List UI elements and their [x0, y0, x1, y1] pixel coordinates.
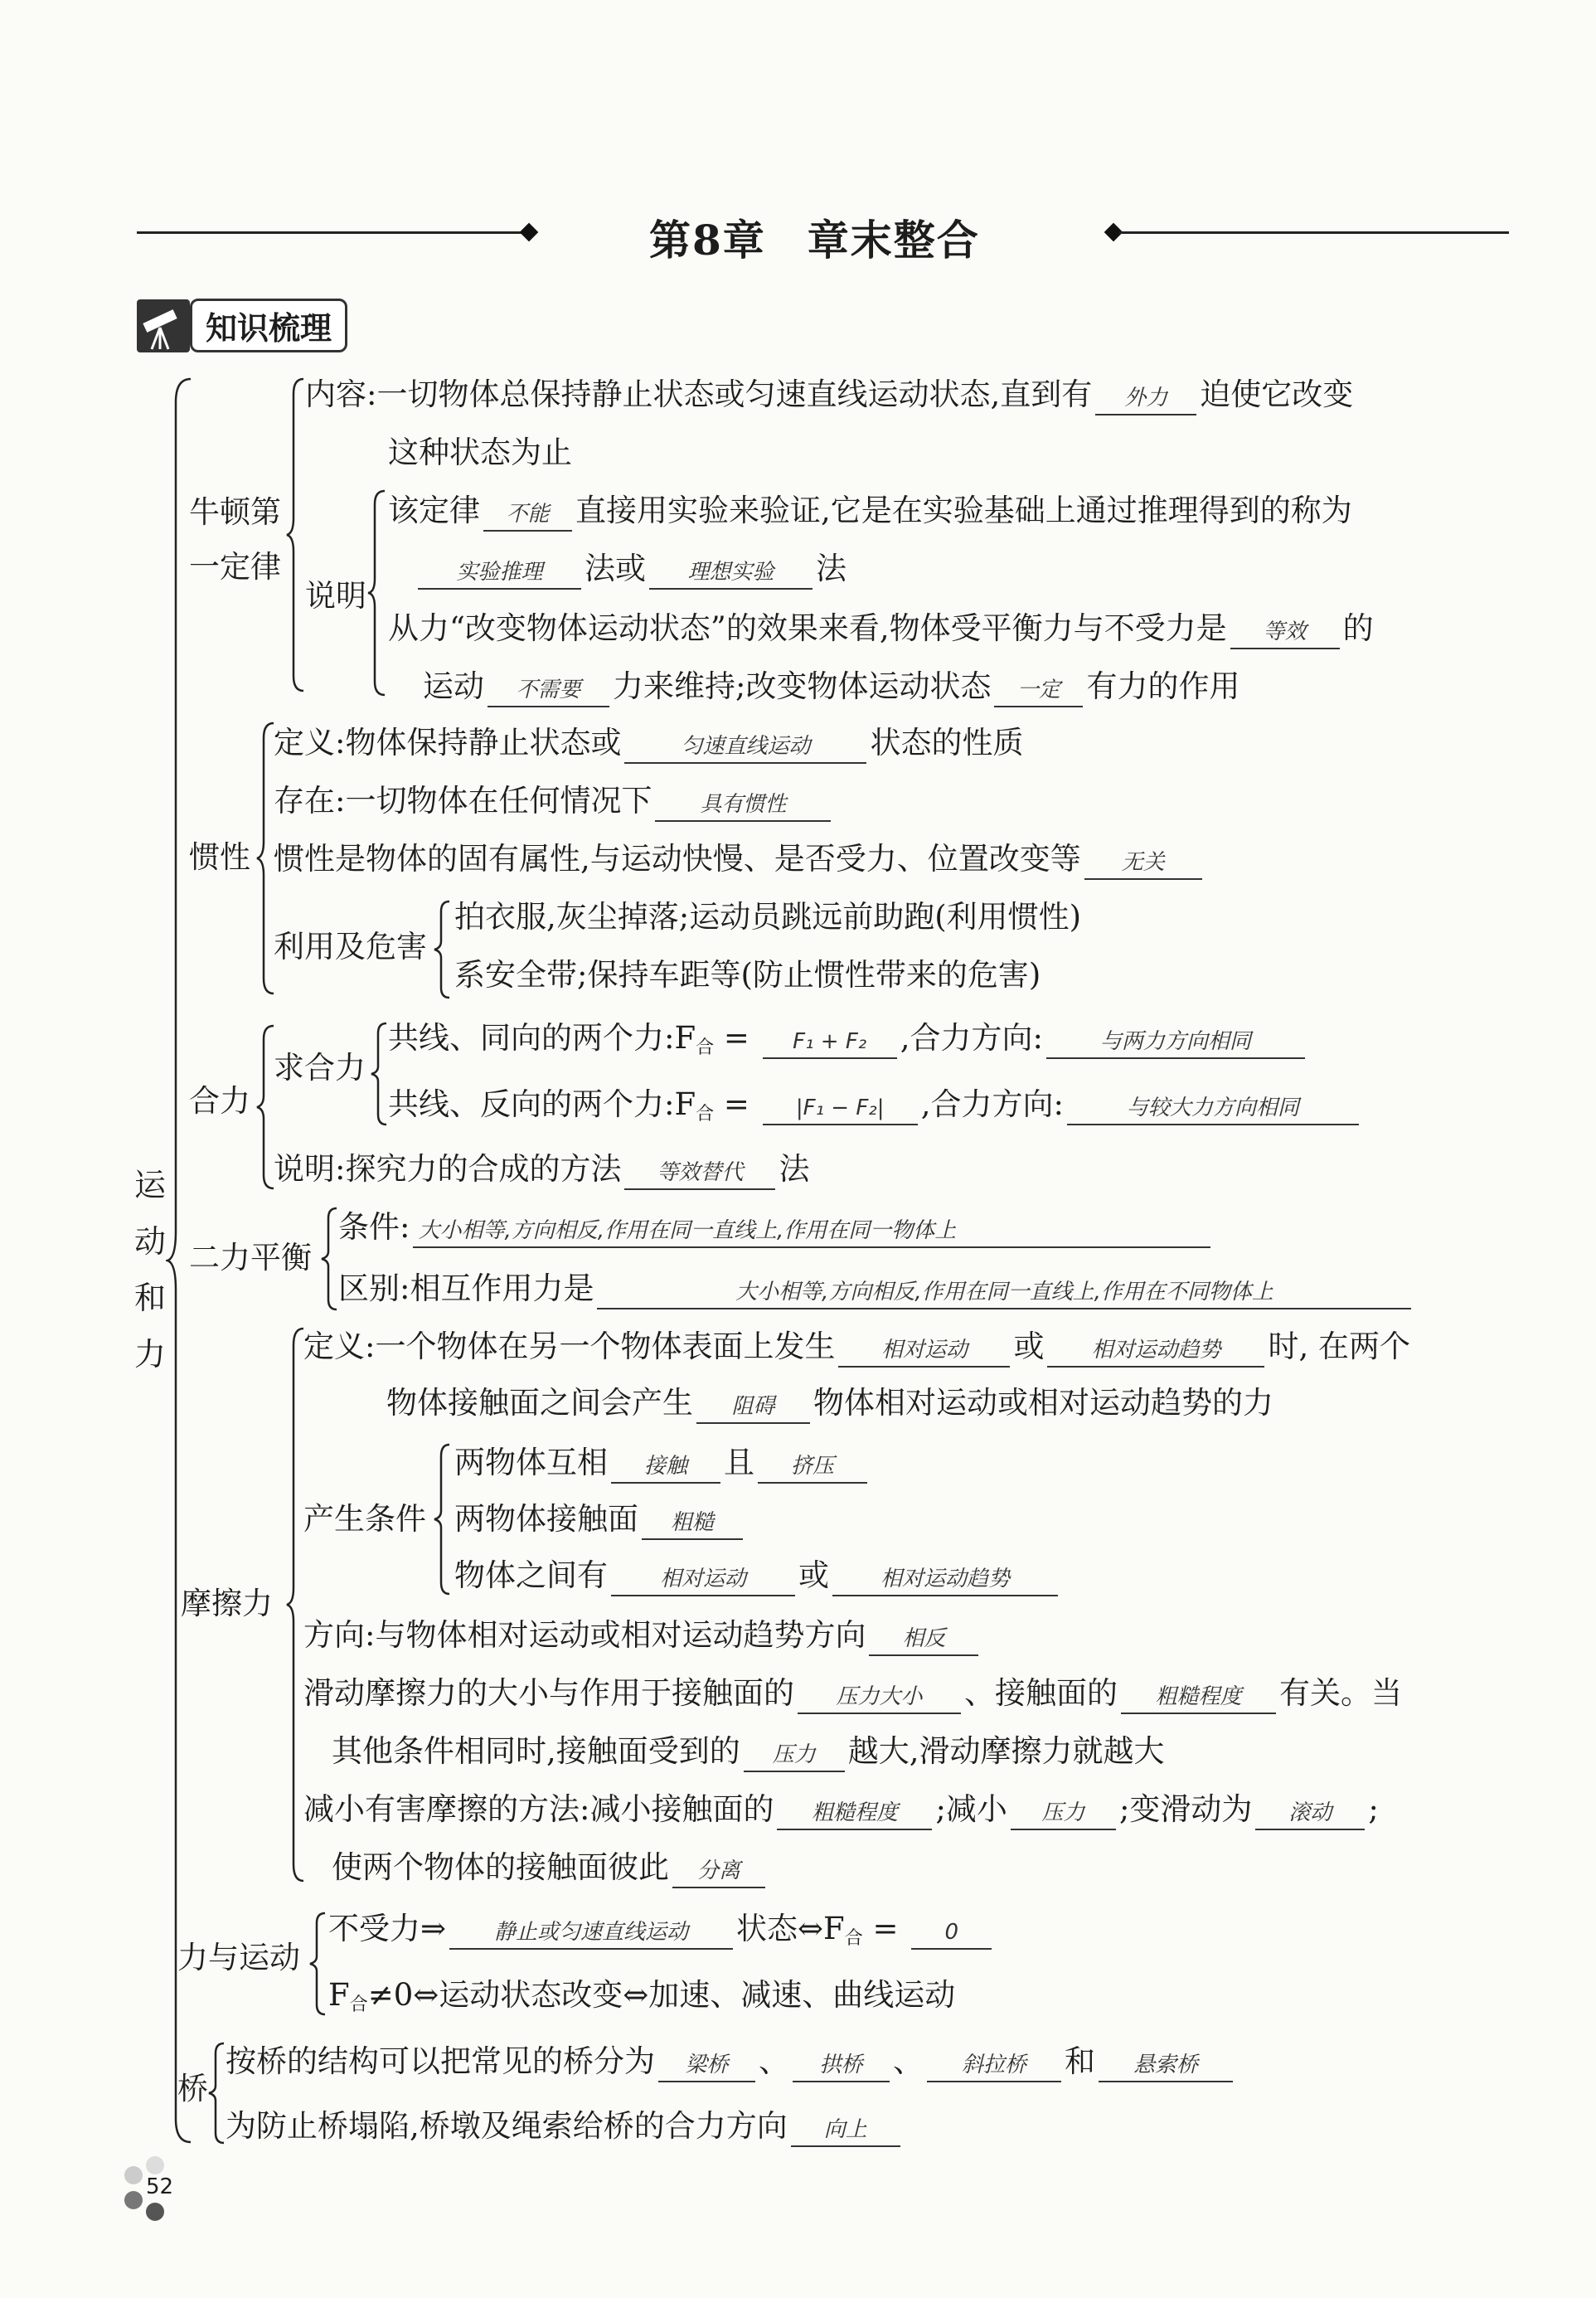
newton-explain-1: 该定律 不能 直接用实验来验证,它是在实验基础上通过推理得到的称为 — [388, 491, 1352, 532]
page-ornament — [146, 2203, 164, 2221]
answer-blank: 分离 — [672, 1855, 765, 1888]
answer-blank: 压力 — [1011, 1797, 1116, 1830]
answer-blank: 大小相等,方向相反,作用在同一直线上,作用在同一物体上 — [413, 1215, 1210, 1248]
answer-blank: 滚动 — [1255, 1797, 1365, 1830]
resultant-label: 合力 — [189, 1083, 250, 1119]
answer-blank: 粗糙程度 — [1121, 1681, 1276, 1714]
balance-condition: 条件: 大小相等,方向相反,作用在同一直线上,作用在同一物体上 — [338, 1207, 1214, 1248]
answer-blank: 斜拉桥 — [927, 2049, 1061, 2082]
answer-blank: 挤压 — [758, 1450, 867, 1484]
page-ornament — [124, 2191, 143, 2209]
page-number: 52 — [146, 2174, 174, 2199]
answer-blank: 相反 — [869, 1623, 978, 1656]
resultant-opposite-direction: 共线、反向的两个力$:F_合 = |F_1 - F_2|$ ,合力方向: 与较大力方向相同 — [388, 1085, 1362, 1134]
inertia-use-label: 利用及危害 — [274, 929, 427, 964]
header-rule-left — [137, 231, 522, 234]
friction-def-1: 定义:一个物体在另一个物体表面上发生 相对运动 或 相对运动趋势 时, 在两个 — [303, 1327, 1410, 1368]
answer-blank: 不能 — [483, 498, 572, 532]
newton-content-cont: 这种状态为止 — [388, 435, 572, 470]
answer-blank: 匀速直线运动 — [624, 731, 866, 764]
answer-blank: 接触 — [611, 1450, 720, 1484]
friction-reduce-1: 减小有害摩擦的方法:减小接触面的 粗糙程度 ;减小 压力 ;变滑动为 滚动 ; — [303, 1790, 1379, 1830]
answer-blank: 与较大力方向相同 — [1067, 1092, 1359, 1125]
resultant-same-direction: 共线、同向的两个力$:F_合 = F_1 + F_2$ ,合力方向: 与两力方向相同 — [388, 1018, 1308, 1068]
answer-blank: 粗糙程度 — [777, 1797, 932, 1830]
inertia-use-1: 拍衣服,灰尘掉落;运动员跳远前助跑(利用惯性) — [454, 899, 1082, 935]
friction-sliding-2: 其他条件相同时,接触面受到的 压力 越大,滑动摩擦力就越大 — [332, 1732, 1165, 1772]
answer-blank: 外力 — [1095, 382, 1196, 415]
balance-brace — [318, 1207, 340, 1311]
force-motion-label: 力与运动 — [177, 1940, 300, 1975]
friction-cond-label: 产生条件 — [303, 1501, 426, 1537]
newton-brace — [284, 377, 308, 692]
answer-blank: 压力大小 — [798, 1681, 961, 1714]
answer-blank: 相对运动趋势 — [832, 1563, 1058, 1596]
page-ornament — [124, 2166, 143, 2184]
answer-blank: 实验推理 — [418, 556, 581, 590]
balance-difference: 区别:相互作用力是 大小相等,方向相反,作用在同一直线上,作用在不同物体上 — [338, 1269, 1414, 1309]
force-motion-2: $F_合\ne 0\Leftrightarrow$运动状态改变⇔加速、减速、曲线运动 — [328, 1977, 956, 2015]
chapter-title — [649, 207, 980, 267]
answer-blank: 相对运动 — [838, 1334, 1010, 1368]
newton-content: 内容:一切物体总保持静止状态或匀速直线运动状态,直到有 外力 迫使它改变 — [305, 375, 1353, 415]
bridge-label: 桥 — [177, 2071, 208, 2106]
answer-blank: 梁桥 — [658, 2049, 755, 2082]
friction-cond-2: 两物体接触面 粗糙 — [454, 1499, 746, 1540]
answer-blank: F₁ + F₂ — [763, 1026, 897, 1059]
friction-cond-1: 两物体互相 接触 且 挤压 — [454, 1443, 871, 1484]
answer-blank: 0 — [911, 1917, 992, 1950]
answer-blank: 压力 — [744, 1739, 845, 1772]
answer-blank: 一定 — [994, 674, 1083, 707]
inertia-use-brace — [431, 900, 453, 999]
answer-blank: 拱桥 — [793, 2049, 890, 2082]
header-diamond-left — [520, 223, 539, 242]
newton-explain-1b: 实验推理 法或 理想实验 法 — [415, 549, 847, 590]
answer-blank: 无关 — [1084, 847, 1202, 880]
answer-blank: 相对运动趋势 — [1047, 1334, 1264, 1368]
answer-blank: 与两力方向相同 — [1046, 1026, 1305, 1059]
answer-blank: 具有惯性 — [655, 789, 831, 822]
friction-def-2: 物体接触面之间会产生 阻碍 物体相对运动或相对运动趋势的力 — [386, 1383, 1273, 1424]
newton-explain-2b: 运动 不需要 力来维持;改变物体运动状态 一定 有力的作用 — [423, 667, 1239, 707]
answer-blank: 相对运动 — [611, 1563, 795, 1596]
resultant-find-label: 求合力 — [274, 1050, 366, 1086]
chapter-number: 第8章 — [649, 216, 766, 265]
force-motion-brace — [307, 1912, 328, 2016]
friction-direction: 方向:与物体相对运动或相对运动趋势方向 相反 — [303, 1615, 982, 1656]
inertia-use-2: 系安全带;保持车距等(防止惯性带来的危害) — [454, 957, 1041, 993]
friction-sliding-1: 滑动摩擦力的大小与作用于接触面的 压力大小 、接触面的 粗糙程度 有关。当 — [303, 1674, 1402, 1714]
answer-blank: 粗糙 — [642, 1507, 743, 1540]
answer-blank: 静止或匀速直线运动 — [449, 1917, 733, 1950]
resultant-find-brace — [368, 1022, 390, 1126]
chapter-name: 章末整合 — [807, 216, 980, 265]
section-badge-label: 知识梳理 — [190, 299, 347, 352]
answer-blank: 理想实验 — [649, 556, 813, 590]
bridge-types: 按桥的结构可以把常见的桥分为 梁桥 、 拱桥 、 斜拉桥 和 悬索桥 — [226, 2042, 1236, 2082]
friction-label: 摩擦力 — [181, 1586, 273, 1621]
bridge-force-direction: 为防止桥塌陷,桥墩及绳索给桥的合力方向 向上 — [226, 2106, 904, 2147]
inertia-def: 定义:物体保持静止状态或 匀速直线运动 状态的性质 — [274, 723, 1023, 764]
page-ornament — [146, 2156, 164, 2174]
root-label: 运 动 和 力 — [134, 1167, 167, 1372]
friction-reduce-2: 使两个物体的接触面彼此 分离 — [332, 1848, 769, 1888]
header-rule-right — [1119, 231, 1509, 234]
answer-blank: 大小相等,方向相反,作用在同一直线上,作用在不同物体上 — [597, 1276, 1411, 1309]
answer-blank: |F₁ − F₂| — [763, 1092, 918, 1125]
friction-cond-brace — [431, 1443, 453, 1596]
section-badge — [137, 299, 347, 352]
answer-blank: 不需要 — [488, 674, 609, 707]
newton-explain-brace — [365, 489, 390, 697]
answer-blank: 等效替代 — [624, 1157, 775, 1190]
newton-label: 牛顿第 一定律 — [189, 494, 281, 585]
answer-blank: 向上 — [791, 2114, 900, 2147]
bridge-brace — [206, 2042, 227, 2145]
friction-cond-3: 物体之间有 相对运动 或 相对运动趋势 — [454, 1556, 1061, 1596]
force-motion-1: 不受力⇒ 静止或匀速直线运动 状态$\Leftrightarrow F_合 = 0$ — [328, 1909, 995, 1959]
inertia-property: 惯性是物体的固有属性,与运动快慢、是否受力、位置改变等 无关 — [274, 839, 1205, 880]
telescope-icon — [137, 299, 190, 352]
balance-label: 二力平衡 — [189, 1240, 312, 1275]
answer-blank: 等效 — [1230, 616, 1340, 649]
answer-blank: 阻碍 — [696, 1391, 810, 1424]
newton-explain-label: 说明 — [305, 578, 366, 614]
answer-blank: 悬索桥 — [1099, 2049, 1233, 2082]
inertia-exist: 存在:一切物体在任何情况下 具有惯性 — [274, 781, 834, 822]
newton-explain-2: 从力“改变物体运动状态”的效果来看,物体受平衡力与不受力是 等效 的 — [388, 609, 1374, 649]
inertia-label: 惯性 — [189, 839, 250, 875]
resultant-note: 说明:探究力的合成的方法 等效替代 法 — [274, 1149, 809, 1190]
